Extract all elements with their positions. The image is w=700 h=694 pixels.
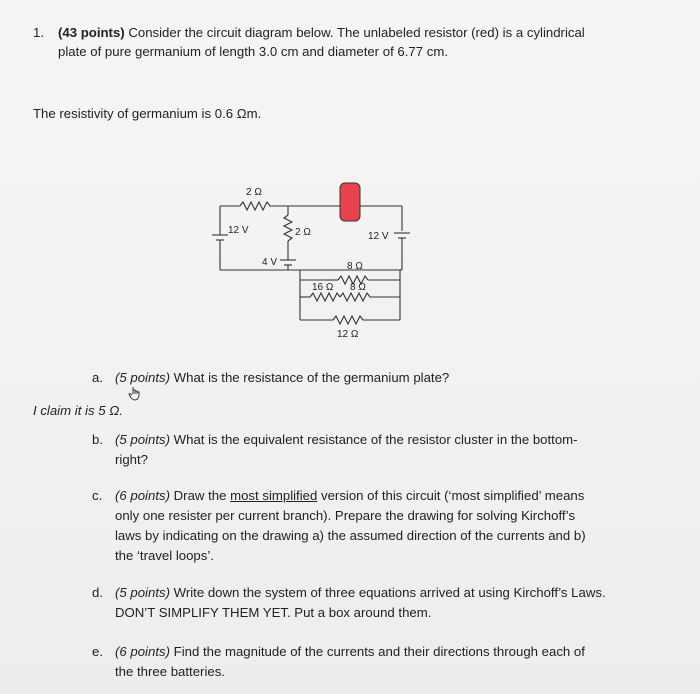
question-line-1: (43 points) Consider the circuit diagram below. The unlabeled resistor (red) is a cylindrical: [58, 25, 585, 40]
part-c-line-3: laws by indicating on the drawing a) the assumed direction of the currents and b): [115, 528, 586, 543]
part-b-letter: b.: [92, 432, 103, 447]
part-e-line-1: (6 points) Find the magnitude of the currents and their directions through each of: [115, 644, 585, 659]
germanium-plate: [340, 183, 360, 221]
label-r-12: 12 Ω: [337, 329, 359, 340]
part-c-letter: c.: [92, 488, 103, 503]
part-c-line-1: (6 points) Draw the most simplified version of this circuit (‘most simplified’ means: [115, 488, 585, 503]
question-line-2: plate of pure germanium of length 3.0 cm and diameter of 6.77 cm.: [58, 44, 448, 59]
label-r-16: 16 Ω: [312, 282, 334, 293]
part-b-line-1: (5 points) What is the equivalent resistance of the resistor cluster in the bottom-: [115, 432, 578, 447]
label-r-8b: 8 Ω: [350, 282, 366, 293]
part-c-line-4: the ‘travel loops’.: [115, 548, 214, 563]
part-e-line-2: the three batteries.: [115, 664, 225, 679]
label-r-top: 2 Ω: [246, 187, 262, 198]
part-e-letter: e.: [92, 644, 103, 659]
part-d-letter: d.: [92, 585, 103, 600]
label-v-left: 12 V: [228, 225, 249, 236]
resistivity-statement: The resistivity of germanium is 0.6 Ωm.: [33, 106, 262, 121]
part-a-letter: a.: [92, 370, 103, 385]
label-r-mid: 2 Ω: [295, 227, 311, 238]
part-c-line-2: only one resister per current branch). Prepare the drawing for solving Kirchoff’s: [115, 508, 576, 523]
part-d-line-2: DON’T SIMPLIFY THEM YET. Put a box around them.: [115, 605, 432, 620]
part-b-line-2: right?: [115, 452, 148, 467]
part-d-line-1: (5 points) Write down the system of three equations arrived at using Kirchoff’s Laws.: [115, 585, 606, 600]
label-r-8a: 8 Ω: [347, 261, 363, 272]
student-answer: I claim it is 5 Ω.: [33, 403, 123, 418]
part-a-text: (5 points) What is the resistance of the germanium plate?: [115, 370, 450, 385]
circuit-diagram: [200, 175, 420, 350]
hand-cursor-icon: [127, 385, 143, 401]
label-v-right: 12 V: [368, 231, 389, 242]
label-v-bottom: 4 V: [262, 257, 278, 268]
question-number: 1.: [33, 25, 44, 40]
